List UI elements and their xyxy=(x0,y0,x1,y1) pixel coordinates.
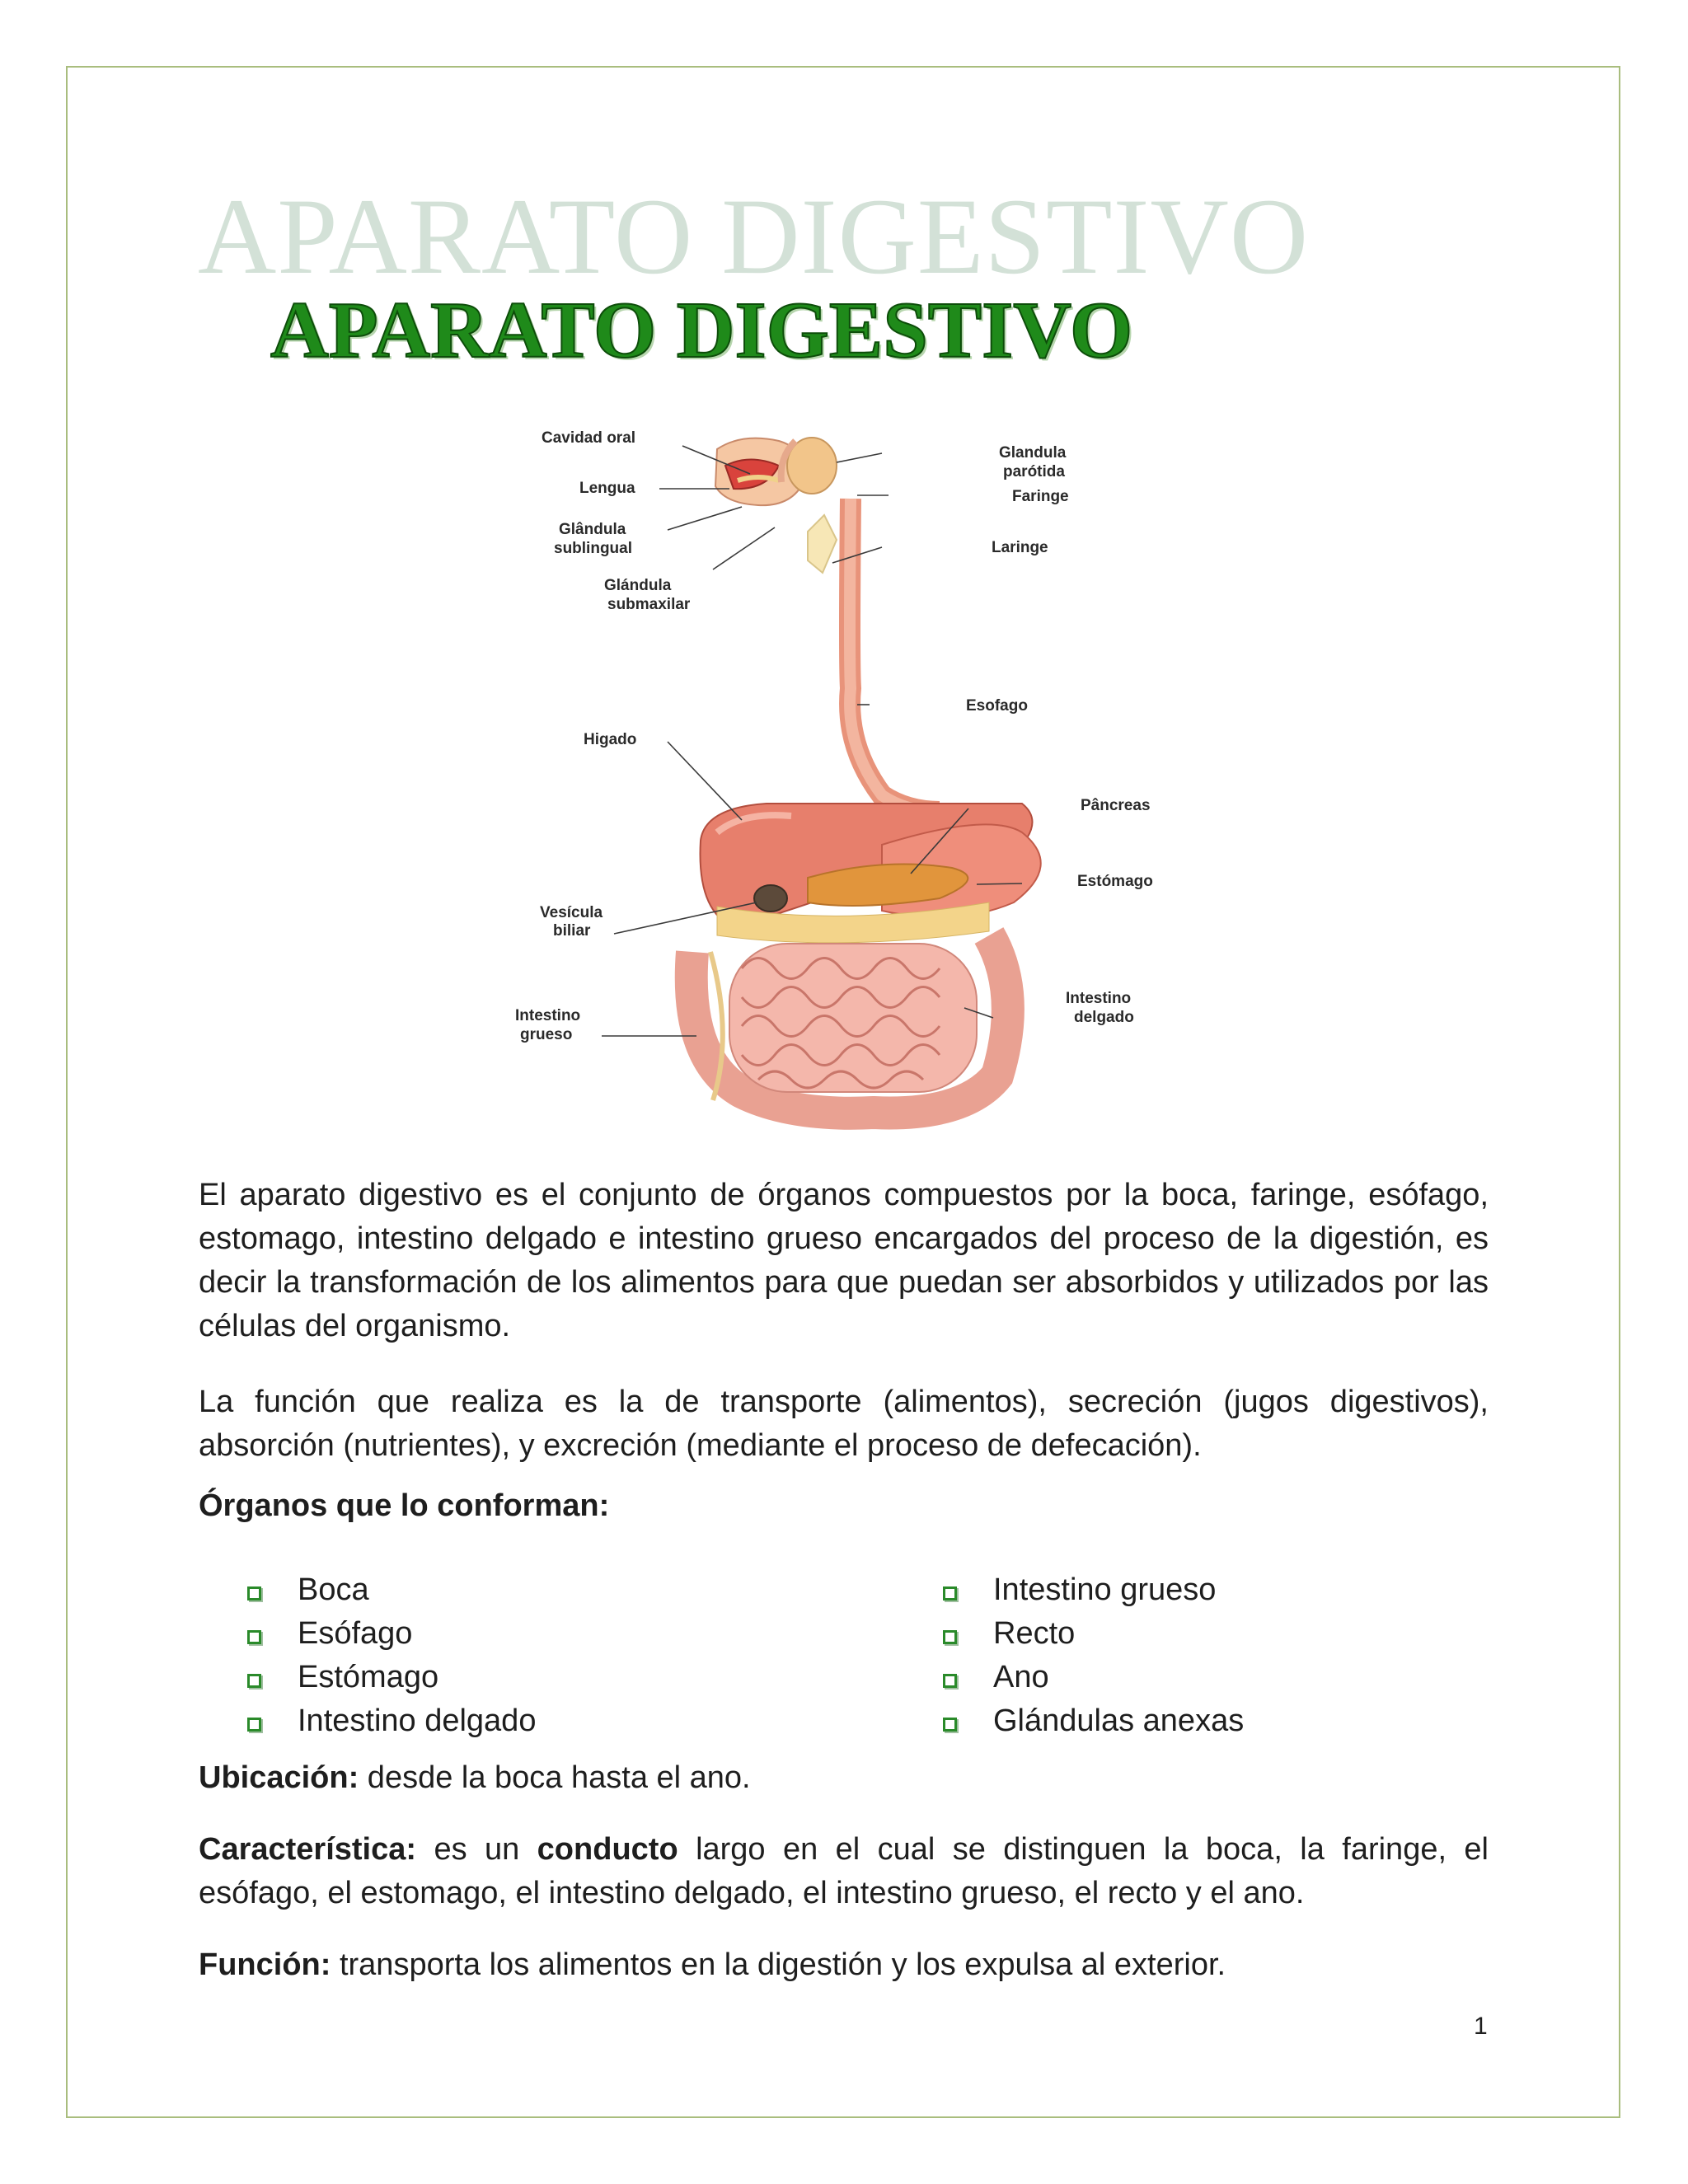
label-faringe: Faringe xyxy=(1012,488,1069,505)
label-intestino-grueso-line1: Intestino xyxy=(515,1007,581,1024)
digestive-system-drawing xyxy=(495,416,1203,1133)
list-item: Boca xyxy=(247,1568,536,1612)
organs-list-left xyxy=(247,1568,536,1743)
organs-list-right xyxy=(943,1568,1244,1743)
intro-paragraph: El aparato digestivo es el conjunto de órganos compuestos por la boca, faringe, esófago, estomago, intestino delgado e intestino grueso encargados del proceso de la digestión, es decir la transformación de los alimentos para que puedan ser absorbidos y utilizados por las células del organismo. xyxy=(199,1178,1489,1343)
caracteristica-paragraph: Característica: es un conducto largo en el cual se distinguen la boca, la faringe, el esófago, el estomago, el intestino delgado, el intestino grueso, el recto y el ano. xyxy=(199,1832,1489,1910)
label-vesicula-line1: Vesícula xyxy=(540,904,603,921)
list-item: Recto xyxy=(943,1612,1244,1656)
label-glandula-submaxilar-line1: Glándula xyxy=(604,577,672,594)
label-glandula-parotida-line1: Glandula xyxy=(999,444,1067,462)
label-cavidad-oral: Cavidad oral xyxy=(542,429,636,447)
organs-heading: Órganos que lo conforman: xyxy=(199,1488,610,1523)
label-intestino-delgado-line1: Intestino xyxy=(1066,990,1132,1007)
conducto-emphasis: conducto xyxy=(537,1832,678,1867)
list-item: Intestino grueso xyxy=(943,1568,1244,1612)
checkbox-bullet-icon xyxy=(247,1718,261,1732)
function-paragraph: La función que realiza es la de transporte (alimentos), secreción (jugos digestivos), absorción (nutrientes), y excreción (mediante el proceso de defecación). xyxy=(199,1385,1489,1463)
label-esofago: Esofago xyxy=(966,697,1028,715)
label-intestino-delgado-line2: delgado xyxy=(1074,1009,1134,1026)
checkbox-bullet-icon xyxy=(247,1674,261,1688)
label-glandula-parotida-line2: parótida xyxy=(1003,463,1065,480)
funcion-text: transporta los alimentos en la digestión y los expulsa al exterior. xyxy=(331,1947,1226,1982)
label-laringe: Laringe xyxy=(992,539,1048,556)
list-item: Intestino delgado xyxy=(247,1699,536,1743)
label-pancreas: Pâncreas xyxy=(1081,797,1151,814)
funcion-line xyxy=(199,1943,1226,1987)
label-lengua: Lengua xyxy=(579,480,635,497)
list-item: Estómago xyxy=(247,1656,536,1699)
label-glandula-sublingual-line2: sublingual xyxy=(554,540,632,557)
list-item: Ano xyxy=(943,1656,1244,1699)
ubicacion-line xyxy=(199,1756,751,1800)
checkbox-bullet-icon xyxy=(943,1586,957,1601)
list-item: Esófago xyxy=(247,1612,536,1656)
checkbox-bullet-icon xyxy=(247,1586,261,1601)
label-vesicula-line2: biliar xyxy=(553,922,591,940)
funcion-label: Función: xyxy=(199,1947,331,1982)
label-estomago: Estómago xyxy=(1077,873,1153,890)
label-glandula-submaxilar-line2: submaxilar xyxy=(607,596,691,613)
page-number: 1 xyxy=(1474,2013,1488,2040)
checkbox-bullet-icon xyxy=(247,1630,261,1644)
digestive-system-illustration xyxy=(495,416,1203,1133)
label-glandula-sublingual-line1: Glândula xyxy=(559,521,626,538)
label-higado: Higado xyxy=(584,731,637,748)
ubicacion-text: desde la boca hasta el ano. xyxy=(359,1760,751,1795)
checkbox-bullet-icon xyxy=(943,1630,957,1644)
checkbox-bullet-icon xyxy=(943,1674,957,1688)
list-item: Glándulas anexas xyxy=(943,1699,1244,1743)
checkbox-bullet-icon xyxy=(943,1718,957,1732)
label-intestino-grueso-line2: grueso xyxy=(520,1026,573,1043)
page-title: APARATO DIGESTIVO xyxy=(270,286,1133,375)
ubicacion-label: Ubicación: xyxy=(199,1760,359,1795)
caracteristica-label: Característica: xyxy=(199,1832,417,1867)
watermark-title: APARATO DIGESTIVO xyxy=(198,176,1310,297)
